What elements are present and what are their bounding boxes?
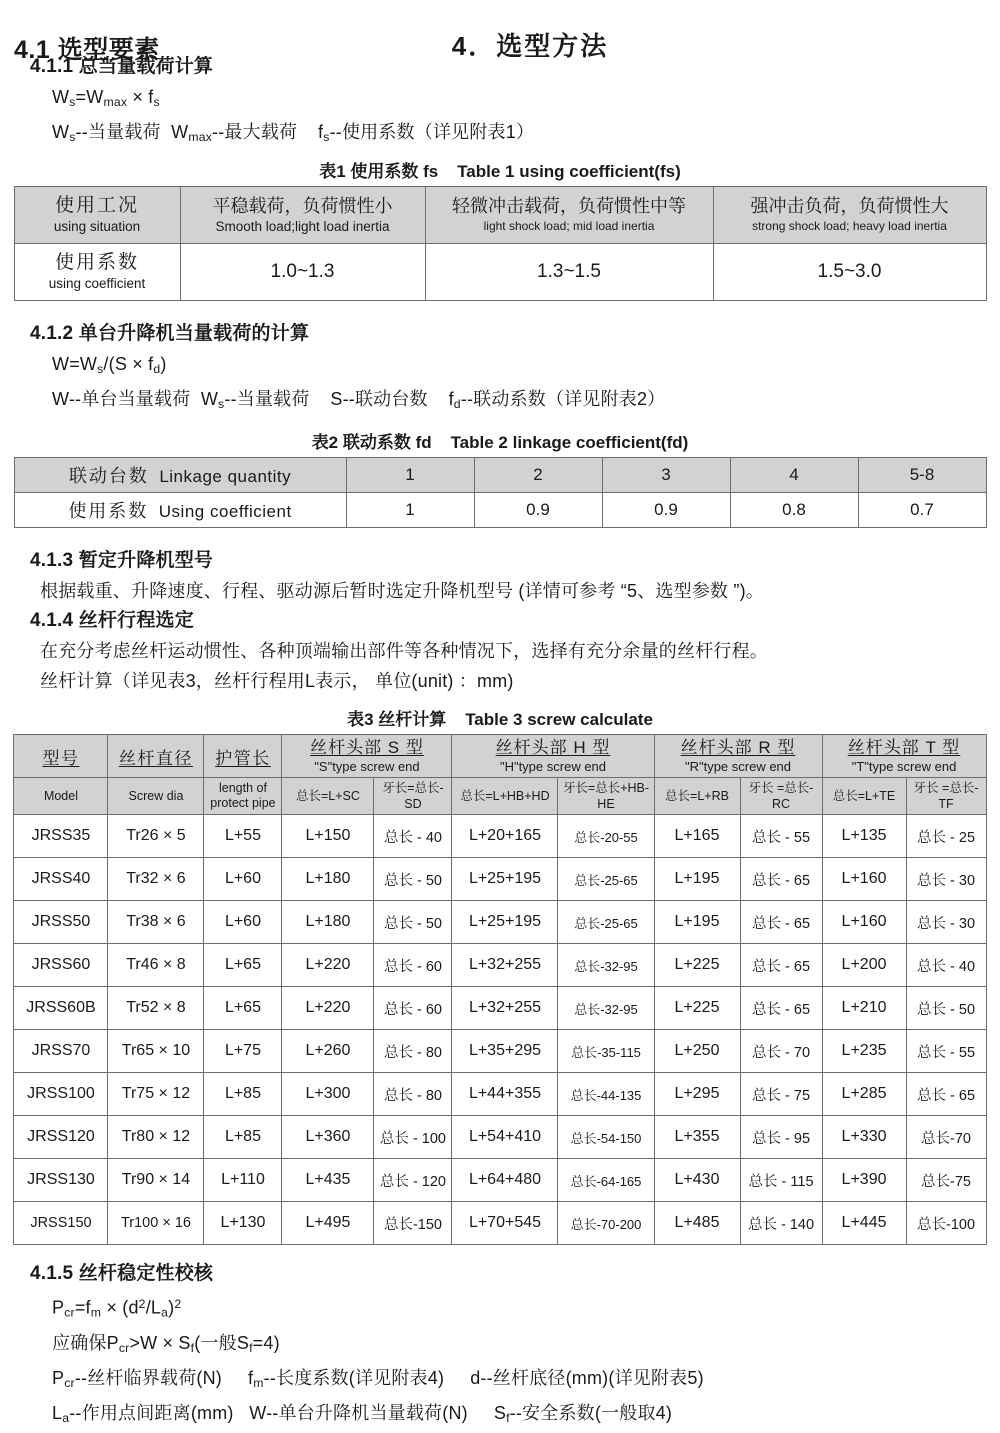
t2-rowlabel-coefficient: 使用系数 Using coefficient bbox=[14, 493, 346, 528]
t3-cell-s-total: L+435 bbox=[282, 1159, 374, 1202]
t3-cell-r-total: L+295 bbox=[654, 1073, 740, 1116]
t3-cell-h-total: L+32+255 bbox=[452, 944, 558, 987]
table-row bbox=[14, 458, 986, 493]
t3-cell-h-thread: 总长-25-65 bbox=[558, 858, 654, 901]
t3-cell-pipe: L+85 bbox=[204, 1073, 282, 1116]
t3-cell-pipe: L+65 bbox=[204, 944, 282, 987]
legend-412: W--单台当量载荷 $W_s--$当量载荷 S--联动台数 $f_d--$联动系数（详见附表2） bbox=[52, 389, 666, 412]
t3-cell-dia: Tr65 × 10 bbox=[108, 1030, 204, 1073]
t3-cell-h-thread: 总长-20-55 bbox=[558, 815, 654, 858]
t3-head-model-en: Model bbox=[14, 778, 108, 815]
t3-head-dia-zh: 丝杆直径 bbox=[108, 735, 204, 778]
t3-cell-dia: Tr32 × 6 bbox=[108, 858, 204, 901]
heading-411: 4.1.1 总当量载荷计算 bbox=[30, 56, 214, 77]
t3-cell-model: JRSS70 bbox=[14, 1030, 108, 1073]
t3-cell-h-total: L+64+480 bbox=[452, 1159, 558, 1202]
table-row bbox=[14, 778, 986, 815]
t3-cell-dia: Tr38 × 6 bbox=[108, 901, 204, 944]
table3-caption bbox=[0, 706, 1000, 734]
table-row bbox=[14, 735, 986, 778]
t3-group-r: 丝杆头部 R 型 "R"type screw end bbox=[654, 735, 822, 778]
table1-caption-en: Table 1 using coefficient(fs) bbox=[457, 162, 681, 182]
t3-cell-r-thread: 总长 - 65 bbox=[740, 944, 822, 987]
table-using-coefficient bbox=[14, 186, 987, 301]
t2-rowlabel-quantity: 联动台数 Linkage quantity bbox=[14, 458, 346, 493]
t3-cell-s-total: L+150 bbox=[282, 815, 374, 858]
t3-cell-h-thread: 总长-44-135 bbox=[558, 1073, 654, 1116]
t3-cell-s-total: L+180 bbox=[282, 901, 374, 944]
t2-coef-3: 0.9 bbox=[602, 493, 730, 528]
t3-cell-model: JRSS60B bbox=[14, 987, 108, 1030]
table-row bbox=[14, 244, 986, 301]
table1-caption bbox=[0, 158, 1000, 186]
t3-cell-t-total: L+390 bbox=[822, 1159, 906, 1202]
table-screw-calculate bbox=[13, 734, 986, 1245]
t3-sub-h-total: 总长=L+HB+HD bbox=[452, 778, 558, 815]
t3-cell-s-total: L+220 bbox=[282, 944, 374, 987]
t3-cell-dia: Tr46 × 8 bbox=[108, 944, 204, 987]
t3-cell-h-total: L+32+255 bbox=[452, 987, 558, 1030]
t3-cell-model: JRSS50 bbox=[14, 901, 108, 944]
t3-cell-s-thread: 总长 - 60 bbox=[374, 987, 452, 1030]
t3-cell-r-thread: 总长 - 140 bbox=[740, 1202, 822, 1245]
t3-cell-t-thread: 总长 - 65 bbox=[906, 1073, 986, 1116]
t3-cell-r-thread: 总长 - 65 bbox=[740, 987, 822, 1030]
t3-cell-t-total: L+160 bbox=[822, 858, 906, 901]
t3-cell-r-thread: 总长 - 65 bbox=[740, 858, 822, 901]
table-row bbox=[14, 1030, 986, 1073]
t3-cell-s-thread: 总长 - 100 bbox=[374, 1116, 452, 1159]
t3-cell-h-total: L+35+295 bbox=[452, 1030, 558, 1073]
t3-cell-s-thread: 总长 - 40 bbox=[374, 815, 452, 858]
t3-cell-r-total: L+225 bbox=[654, 944, 740, 987]
t3-cell-h-total: L+25+195 bbox=[452, 901, 558, 944]
t3-cell-s-total: L+360 bbox=[282, 1116, 374, 1159]
t3-cell-h-thread: 总长-32-95 bbox=[558, 944, 654, 987]
t3-cell-s-total: L+300 bbox=[282, 1073, 374, 1116]
t3-cell-t-total: L+285 bbox=[822, 1073, 906, 1116]
table-row bbox=[14, 1073, 986, 1116]
body-414-2: 丝杆计算（详见表3，丝杆行程用L表示， 单位(unit) ：mm) bbox=[40, 671, 514, 692]
t3-cell-r-thread: 总长 - 55 bbox=[740, 815, 822, 858]
t3-group-s: 丝杆头部 S 型 "S"type screw end bbox=[282, 735, 452, 778]
t2-coef-1: 1 bbox=[346, 493, 474, 528]
t3-cell-r-thread: 总长 - 115 bbox=[740, 1159, 822, 1202]
t3-cell-s-thread: 总长 - 50 bbox=[374, 858, 452, 901]
legend-415-1: $P_{cr}--$丝杆临界载荷(N) $f_m--$长度系数(详见附表4) d--丝杆底径(mm)(详见附表5) bbox=[52, 1367, 704, 1390]
table3-caption-en: Table 3 screw calculate bbox=[465, 710, 653, 730]
t3-sub-r-thread: 牙长 =总长-RC bbox=[740, 778, 822, 815]
t3-cell-s-thread: 总长 - 80 bbox=[374, 1073, 452, 1116]
table-row bbox=[14, 944, 986, 987]
t3-cell-dia: Tr52 × 8 bbox=[108, 987, 204, 1030]
t1-value-smooth: 1.0~1.3 bbox=[180, 244, 425, 301]
t3-cell-model: JRSS40 bbox=[14, 858, 108, 901]
t3-cell-t-thread: 总长-75 bbox=[906, 1159, 986, 1202]
table-row bbox=[14, 901, 986, 944]
t3-sub-s-thread: 牙长=总长-SD bbox=[374, 778, 452, 815]
t3-cell-h-total: L+44+355 bbox=[452, 1073, 558, 1116]
t3-cell-h-total: L+54+410 bbox=[452, 1116, 558, 1159]
t3-cell-model: JRSS150 bbox=[14, 1202, 108, 1245]
t3-cell-model: JRSS130 bbox=[14, 1159, 108, 1202]
heading-415: 4.1.5 丝杆稳定性校核 bbox=[30, 1263, 214, 1285]
t3-cell-h-thread: 总长-25-65 bbox=[558, 901, 654, 944]
t3-cell-t-thread: 总长 - 40 bbox=[906, 944, 986, 987]
t3-cell-h-total: L+20+165 bbox=[452, 815, 558, 858]
t1-value-strong-shock: 1.5~3.0 bbox=[713, 244, 986, 301]
t3-cell-r-thread: 总长 - 65 bbox=[740, 901, 822, 944]
t3-cell-s-thread: 总长 - 60 bbox=[374, 944, 452, 987]
t3-cell-t-thread: 总长 - 55 bbox=[906, 1030, 986, 1073]
t3-cell-r-total: L+195 bbox=[654, 858, 740, 901]
t3-cell-r-total: L+485 bbox=[654, 1202, 740, 1245]
legend-411: $W_s--$当量载荷 $W_{max}--$最大载荷 $f_s--$使用系数（详见附表1） bbox=[52, 122, 535, 145]
t3-cell-t-total: L+135 bbox=[822, 815, 906, 858]
t3-cell-s-total: L+220 bbox=[282, 987, 374, 1030]
table-row bbox=[14, 987, 986, 1030]
t3-cell-t-thread: 总长-70 bbox=[906, 1116, 986, 1159]
t3-cell-t-total: L+445 bbox=[822, 1202, 906, 1245]
formula-412: $W=W_s/(S \times f_d)$ bbox=[52, 354, 167, 377]
t3-cell-h-thread: 总长-64-165 bbox=[558, 1159, 654, 1202]
t3-group-h: 丝杆头部 H 型 "H"type screw end bbox=[452, 735, 654, 778]
t3-cell-s-total: L+180 bbox=[282, 858, 374, 901]
t3-sub-t-total: 总长=L+TE bbox=[822, 778, 906, 815]
t3-cell-t-thread: 总长-100 bbox=[906, 1202, 986, 1245]
t3-cell-s-thread: 总长 - 120 bbox=[374, 1159, 452, 1202]
t3-cell-s-thread: 总长-150 bbox=[374, 1202, 452, 1245]
t3-cell-r-total: L+195 bbox=[654, 901, 740, 944]
t3-cell-t-total: L+330 bbox=[822, 1116, 906, 1159]
t3-cell-dia: Tr90 × 14 bbox=[108, 1159, 204, 1202]
t3-cell-h-total: L+70+545 bbox=[452, 1202, 558, 1245]
t3-sub-h-thread: 牙长=总长+HB-HE bbox=[558, 778, 654, 815]
t3-cell-h-thread: 总长-32-95 bbox=[558, 987, 654, 1030]
table-row bbox=[14, 815, 986, 858]
table1-caption-zh: 表1 使用系数 fs bbox=[319, 162, 439, 182]
t3-cell-pipe: L+60 bbox=[204, 901, 282, 944]
t2-qty-3: 3 bbox=[602, 458, 730, 493]
table-row bbox=[14, 1159, 986, 1202]
t1-col-smooth: 平稳载荷，负荷惯性小 Smooth load;light load inertia bbox=[180, 187, 425, 244]
t3-cell-h-thread: 总长-54-150 bbox=[558, 1116, 654, 1159]
body-414-1: 在充分考虑丝杆运动惯性、各种顶端输出部件等各种情况下，选择有充分余量的丝杆行程。 bbox=[40, 641, 768, 662]
t3-cell-r-total: L+355 bbox=[654, 1116, 740, 1159]
t1-rowlabel-situation: 使用工况 using situation bbox=[14, 187, 180, 244]
t3-cell-t-total: L+235 bbox=[822, 1030, 906, 1073]
t3-cell-r-total: L+430 bbox=[654, 1159, 740, 1202]
t3-cell-s-thread: 总长 - 80 bbox=[374, 1030, 452, 1073]
t3-cell-h-thread: 总长-70-200 bbox=[558, 1202, 654, 1245]
t3-head-pipe-zh: 护管长 bbox=[204, 735, 282, 778]
t3-cell-pipe: L+110 bbox=[204, 1159, 282, 1202]
t3-cell-dia: Tr26 × 5 bbox=[108, 815, 204, 858]
t2-coef-5-8: 0.7 bbox=[858, 493, 986, 528]
t3-cell-t-thread: 总长 - 30 bbox=[906, 901, 986, 944]
t1-col-strong-shock: 强冲击负荷，负荷惯性大 strong shock load; heavy load inertia bbox=[713, 187, 986, 244]
t3-cell-t-thread: 总长 - 50 bbox=[906, 987, 986, 1030]
t3-sub-s-total: 总长=L+SC bbox=[282, 778, 374, 815]
t2-coef-2: 0.9 bbox=[474, 493, 602, 528]
page-header bbox=[0, 0, 1000, 64]
t3-cell-h-total: L+25+195 bbox=[452, 858, 558, 901]
t3-cell-r-thread: 总长 - 95 bbox=[740, 1116, 822, 1159]
t3-cell-r-total: L+165 bbox=[654, 815, 740, 858]
t3-cell-model: JRSS35 bbox=[14, 815, 108, 858]
table3-caption-zh: 表3 丝杆计算 bbox=[347, 710, 447, 730]
t3-cell-pipe: L+55 bbox=[204, 815, 282, 858]
t3-cell-dia: Tr100 × 16 bbox=[108, 1202, 204, 1245]
body-413: 根据载重、升降速度、行程、驱动源后暂时选定升降机型号 (详情可参考 “5、选型参数 ”)。 bbox=[40, 581, 764, 602]
t2-qty-4: 4 bbox=[730, 458, 858, 493]
ensure-415: 应确保$P_{cr}>W \times S_f$(一般$S_f=4$) bbox=[52, 1332, 280, 1355]
table-row bbox=[14, 1202, 986, 1245]
legend-415-2: $L_a--$作用点间距离(mm) W--单台升降机当量载荷(N) $S_f--$安全系数(一般取4) bbox=[52, 1402, 673, 1425]
t3-cell-s-thread: 总长 - 50 bbox=[374, 901, 452, 944]
t3-cell-pipe: L+85 bbox=[204, 1116, 282, 1159]
t3-cell-pipe: L+60 bbox=[204, 858, 282, 901]
t3-cell-model: JRSS120 bbox=[14, 1116, 108, 1159]
t3-head-model-zh: 型号 bbox=[14, 735, 108, 778]
t1-value-light-shock: 1.3~1.5 bbox=[425, 244, 713, 301]
t2-coef-4: 0.8 bbox=[730, 493, 858, 528]
t3-sub-r-total: 总长=L+RB bbox=[654, 778, 740, 815]
t3-cell-pipe: L+75 bbox=[204, 1030, 282, 1073]
t3-sub-t-thread: 牙长 =总长-TF bbox=[906, 778, 986, 815]
t3-cell-h-thread: 总长-35-115 bbox=[558, 1030, 654, 1073]
table-row bbox=[14, 1116, 986, 1159]
page-title: 4．选型方法 bbox=[451, 31, 609, 61]
formula-411: $W_s=W_{max} \times f_s$ bbox=[52, 87, 160, 110]
t3-cell-t-total: L+200 bbox=[822, 944, 906, 987]
t1-rowlabel-coefficient: 使用系数 using coefficient bbox=[14, 244, 180, 301]
t2-qty-1: 1 bbox=[346, 458, 474, 493]
t3-cell-s-total: L+260 bbox=[282, 1030, 374, 1073]
table-row bbox=[14, 187, 986, 244]
t3-cell-model: JRSS100 bbox=[14, 1073, 108, 1116]
heading-414: 4.1.4 丝杆行程选定 bbox=[30, 610, 194, 632]
t3-cell-t-total: L+210 bbox=[822, 987, 906, 1030]
t3-head-pipe-en: length of protect pipe bbox=[204, 778, 282, 815]
table2-caption-en: Table 2 linkage coefficient(fd) bbox=[450, 433, 689, 453]
t2-qty-5-8: 5-8 bbox=[858, 458, 986, 493]
formula-415: $P_{cr}=f_m \times (d^2/L_a)^2$ bbox=[52, 1297, 182, 1320]
t3-cell-t-total: L+160 bbox=[822, 901, 906, 944]
table-row bbox=[14, 493, 986, 528]
t3-cell-pipe: L+65 bbox=[204, 987, 282, 1030]
t3-cell-t-thread: 总长 - 30 bbox=[906, 858, 986, 901]
t1-col-light-shock: 轻微冲击载荷，负荷惯性中等 light shock load; mid load inertia bbox=[425, 187, 713, 244]
section-label: 4.1 选型要素 bbox=[14, 36, 160, 64]
t3-cell-pipe: L+130 bbox=[204, 1202, 282, 1245]
table-linkage-coefficient bbox=[14, 457, 987, 528]
heading-412: 4.1.2 单台升降机当量载荷的计算 bbox=[30, 323, 310, 345]
heading-413: 4.1.3 暂定升降机型号 bbox=[30, 550, 214, 572]
table2-caption bbox=[0, 429, 1000, 457]
t3-cell-model: JRSS60 bbox=[14, 944, 108, 987]
t2-qty-2: 2 bbox=[474, 458, 602, 493]
t3-cell-dia: Tr75 × 12 bbox=[108, 1073, 204, 1116]
t3-cell-r-thread: 总长 - 75 bbox=[740, 1073, 822, 1116]
t3-cell-s-total: L+495 bbox=[282, 1202, 374, 1245]
table-row bbox=[14, 858, 986, 901]
t3-head-dia-en: Screw dia bbox=[108, 778, 204, 815]
t3-cell-r-total: L+225 bbox=[654, 987, 740, 1030]
t3-group-t: 丝杆头部 T 型 "T"type screw end bbox=[822, 735, 986, 778]
t3-cell-r-total: L+250 bbox=[654, 1030, 740, 1073]
table2-caption-zh: 表2 联动系数 fd bbox=[311, 433, 432, 453]
t3-cell-r-thread: 总长 - 70 bbox=[740, 1030, 822, 1073]
t3-cell-t-thread: 总长 - 25 bbox=[906, 815, 986, 858]
t3-cell-dia: Tr80 × 12 bbox=[108, 1116, 204, 1159]
